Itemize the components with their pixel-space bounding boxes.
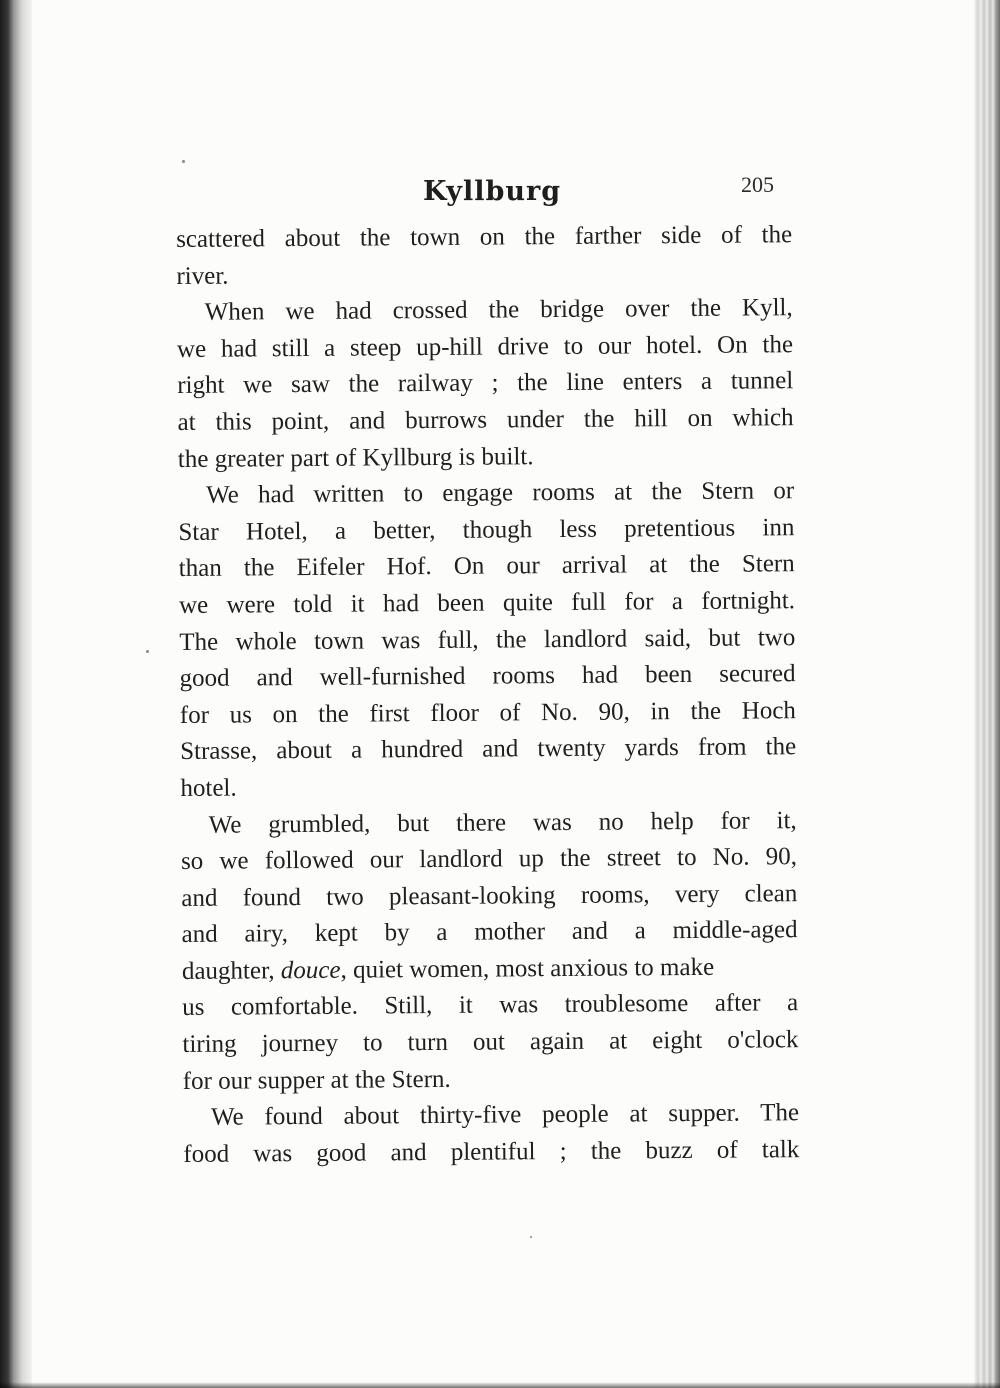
text-span: daughter, [181,957,281,985]
text-line: The whole town was full, the landlord said, but two [179,623,796,656]
page-number: 205 [741,172,774,197]
print-speck [146,650,149,653]
text-line: Star Hotel, a better, though less pretentious inn [178,513,795,546]
paragraph-start-line: We grumbled, but there was no help for it, [208,806,797,839]
paragraph-start-line: We found about thirty-five people at supper. The [210,1099,800,1132]
text-line: for our supper at the Stern. [182,1065,451,1095]
text-line: us comfortable. Still, it was troublesome after a [182,989,799,1022]
text-line: tiring journey to turn out again at eight o'clock [182,1026,799,1059]
text-line: food was good and plentiful ; the buzz of talk [183,1135,800,1168]
text-line: we had still a steep up-hill drive to our hotel. On the [176,330,794,363]
text-line: Strasse, about a hundred and twenty yards from the [180,733,797,766]
text-line: scattered about the town on the farther side of the [176,221,793,253]
print-speck [182,160,185,163]
body-text [176,217,799,1173]
text-line: for us on the first floor of No. 90, in the Hoch [179,696,796,729]
text-line: we were told it had been quite full for a fortnight. [178,587,796,619]
text-line: and airy, kept by a mother and a middle-aged [181,916,798,949]
text-line: river. [176,262,229,290]
text-span: , quiet women, most anxious to make [340,953,715,984]
text-line: at this point, and burrows under the hill on which [177,404,794,436]
binding-gutter [0,0,32,1388]
text-line: right we saw the railway ; the line enters a tunnel [177,367,794,400]
print-speck [530,1236,532,1238]
page-bottom-shadow [0,1382,1000,1388]
paragraph-start-line: We had written to engage rooms at the Stern or [206,477,795,509]
text-line: good and well-furnished rooms had been secured [179,660,796,693]
running-head [0,168,1000,208]
italic-word: douce [280,956,341,985]
paragraph-start-line: When we had crossed the bridge over the Kyll, [204,294,793,326]
text-line: so we followed our landlord up the street to No. 90, [180,843,798,876]
text-line: hotel. [180,774,237,802]
text-line: and found two pleasant-looking rooms, very clean [181,879,798,912]
page-edge [974,0,1000,1388]
running-title: Kyllburg [423,176,562,207]
text-line-with-italic [182,949,798,990]
text-line: than the Eifeler Hof. On our arrival at the Stern [178,550,795,583]
text-line: the greater part of Kyllburg is built. [177,442,534,473]
